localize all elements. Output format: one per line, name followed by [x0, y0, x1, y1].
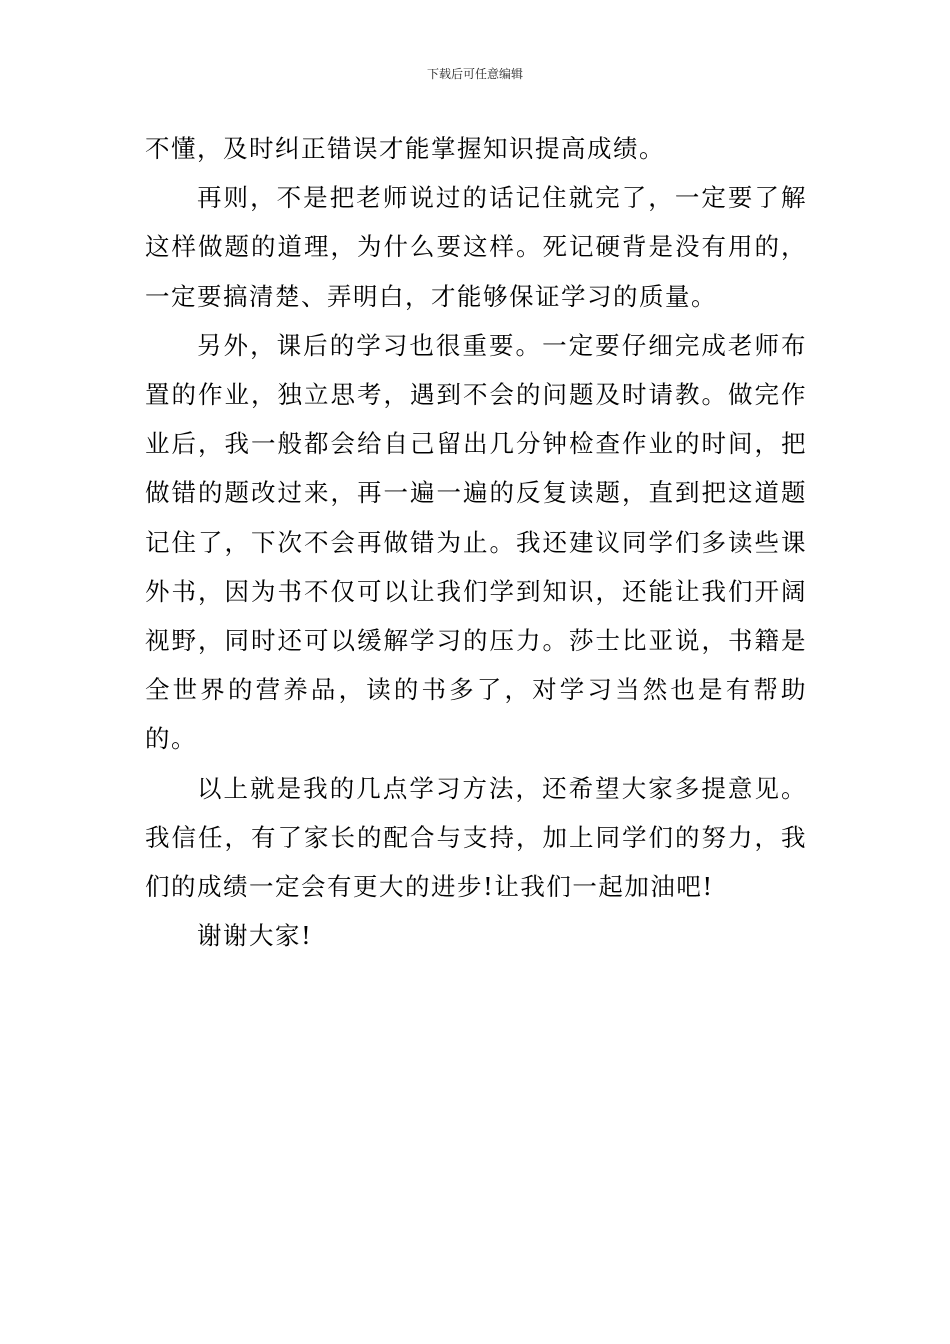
- paragraph: 另外，课后的学习也很重要。一定要仔细完成老师布置的作业，独立思考，遇到不会的问题及时请教。做完作业后，我一般都会给自己留出几分钟检查作业的时间，把做错的题改过来，再一遍一遍的反复读题，直到把这道题记住了，下次不会再做错为止。我还建议同学们多读些课外书，因为书不仅可以让我们学到知识，还能让我们开阔视野，同时还可以缓解学习的压力。莎士比亚说，书籍是全世界的营养品，读的书多了，对学习当然也是有帮助的。: [145, 330, 807, 754]
- document-body: [145, 124, 807, 960]
- paragraph: 以上就是我的几点学习方法，还希望大家多提意见。我信任，有了家长的配合与支持，加上同学们的努力，我们的成绩一定会有更大的进步!让我们一起加油吧!: [145, 773, 807, 902]
- page-header-note: 下载后可任意编辑: [426, 67, 523, 81]
- paragraph: 不懂，及时纠正错误才能掌握知识提高成绩。: [145, 134, 665, 163]
- closing-line: 谢谢大家!: [197, 921, 313, 951]
- paragraph: 再则，不是把老师说过的话记住就完了，一定要了解这样做题的道理，为什么要这样。死记硬背是没有用的，一定要搞清楚、弄明白，才能够保证学习的质量。: [145, 183, 807, 311]
